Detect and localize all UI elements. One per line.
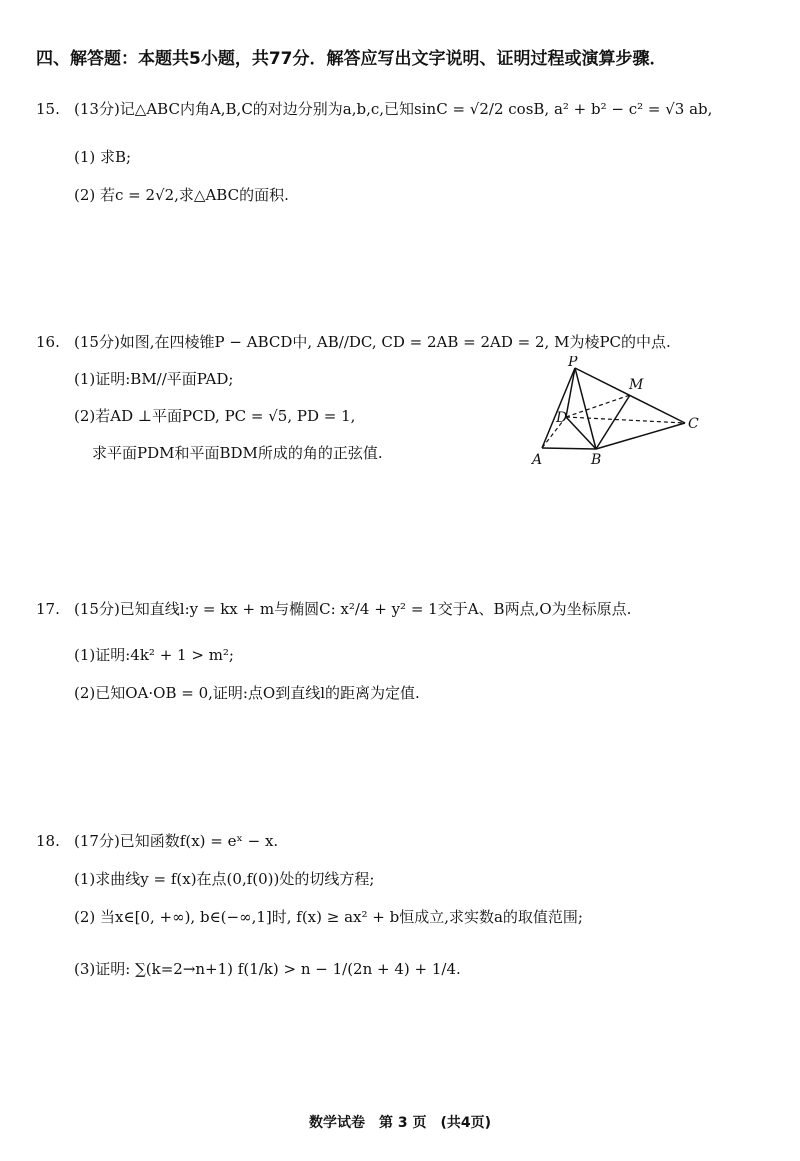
question-16-part-2-cont: 求平面PDM和平面BDM所成的角的正弦值.: [92, 444, 383, 462]
question-15-stem: [36, 100, 712, 118]
question-15-text: (13分)记△ABC内角A,B,C的对边分别为a,b,c,已知sinC = √2/2 cosB, a² + b² − c² = √3 ab,: [74, 100, 713, 118]
question-16-number: 16.: [36, 333, 60, 351]
question-18-stem: [36, 832, 278, 850]
label-p: P: [568, 356, 578, 370]
question-15-number: 15.: [36, 100, 60, 118]
question-16-part-1: (1)证明:BM//平面PAD;: [74, 370, 234, 388]
question-16-part-2: (2)若AD ⊥平面PCD, PC = √5, PD = 1,: [74, 407, 356, 425]
label-c: C: [688, 416, 699, 432]
label-a: A: [532, 452, 543, 468]
label-d: D: [556, 410, 568, 426]
question-16-stem: [36, 333, 671, 351]
question-18-number: 18.: [36, 832, 60, 850]
pyramid-figure: [528, 356, 708, 471]
question-17-stem: [36, 600, 631, 618]
question-17-number: 17.: [36, 600, 60, 618]
question-17-part-1: (1)证明:4k² + 1 > m²;: [74, 646, 234, 664]
question-18-part-2: (2) 当x∈[0, +∞), b∈(−∞,1]时, f(x) ≥ ax² + b恒成立,求实数a的取值范围;: [74, 908, 583, 926]
question-17-text: (15分)已知直线l:y = kx + m与椭圆C: x²/4 + y² = 1交于A、B两点,O为坐标原点.: [74, 600, 632, 618]
question-18-text: (17分)已知函数f(x) = eˣ − x.: [74, 832, 279, 850]
question-15-part-2: (2) 若c = 2√2,求△ABC的面积.: [74, 186, 289, 204]
label-m: M: [629, 377, 644, 393]
question-15-part-1: (1) 求B;: [74, 148, 132, 166]
question-16-text: (15分)如图,在四棱锥P − ABCD中, AB//DC, CD = 2AB = 2AD = 2, M为棱PC的中点.: [74, 333, 671, 351]
question-18-part-1: (1)求曲线y = f(x)在点(0,f(0))处的切线方程;: [74, 870, 375, 888]
question-17-part-2: (2)已知OA·OB = 0,证明:点O到直线l的距离为定值.: [74, 684, 420, 702]
section-heading: 四、解答题：本题共5小题，共77分．解答应写出文字说明、证明过程或演算步骤．: [36, 49, 667, 69]
label-b: B: [591, 452, 602, 468]
question-18-part-3: (3)证明: ∑(k=2→n+1) f(1/k) > n − 1/(2n + 4) + 1/4.: [74, 960, 461, 978]
page-footer: 数学试卷 第 3 页 (共4页): [308, 1115, 492, 1131]
